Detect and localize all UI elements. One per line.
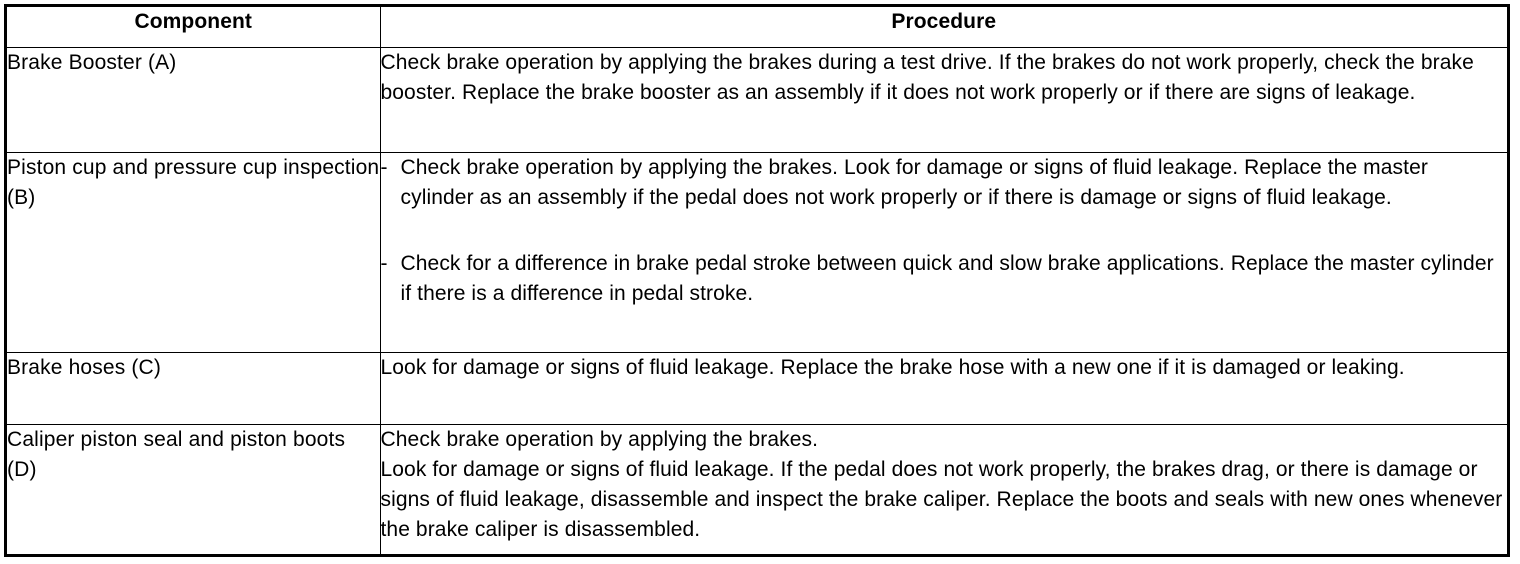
column-header-component: Component bbox=[7, 7, 380, 48]
procedure-line: Look for damage or signs of fluid leakage. If the pedal does not work properly, the brakes drag, or there is damage or signs of fluid leakage, disassemble and inspect the brake caliper. Replace the boots and seals with new ones whenever the brake caliper is disassembled. bbox=[380, 458, 1503, 541]
table-row bbox=[7, 353, 1507, 425]
procedure-bullet-text: Check for a difference in brake pedal stroke between quick and slow brake applications. Replace the master cylinder if there is a difference in pedal stroke. bbox=[400, 252, 1494, 305]
inspection-table-frame bbox=[4, 4, 1510, 557]
procedure-cell bbox=[380, 153, 1507, 353]
dash-bullet-marker: - bbox=[380, 252, 388, 275]
dash-bullet-marker: - bbox=[380, 156, 388, 179]
column-header-procedure: Procedure bbox=[380, 7, 1507, 48]
procedure-line: Check brake operation by applying the brakes. bbox=[380, 428, 819, 451]
table-row bbox=[7, 48, 1507, 153]
component-cell: Piston cup and pressure cup inspection (B) bbox=[7, 153, 380, 353]
procedure-cell bbox=[380, 425, 1507, 555]
component-cell: Brake hoses (C) bbox=[7, 353, 380, 425]
procedure-bullet-item bbox=[381, 153, 1508, 213]
procedure-bullet-item bbox=[381, 249, 1508, 309]
table-row bbox=[7, 425, 1507, 555]
component-cell: Caliper piston seal and piston boots (D) bbox=[7, 425, 380, 555]
table-header-row bbox=[7, 7, 1507, 48]
brake-inspection-table bbox=[7, 7, 1507, 555]
procedure-cell: Check brake operation by applying the brakes during a test drive. If the brakes do not work properly, check the brake booster. Replace the brake booster as an assembly if it does not work properly or if there are signs of leakage. bbox=[380, 48, 1507, 153]
table-row bbox=[7, 153, 1507, 353]
procedure-bullet-text: Check brake operation by applying the brakes. Look for damage or signs of fluid leakage. Replace the master cylinder as an assembly if the pedal does not work properly or if there is damage or signs of fluid leakage. bbox=[400, 156, 1428, 209]
procedure-cell: Look for damage or signs of fluid leakage. Replace the brake hose with a new one if it is damaged or leaking. bbox=[380, 353, 1507, 425]
component-cell: Brake Booster (A) bbox=[7, 48, 380, 153]
